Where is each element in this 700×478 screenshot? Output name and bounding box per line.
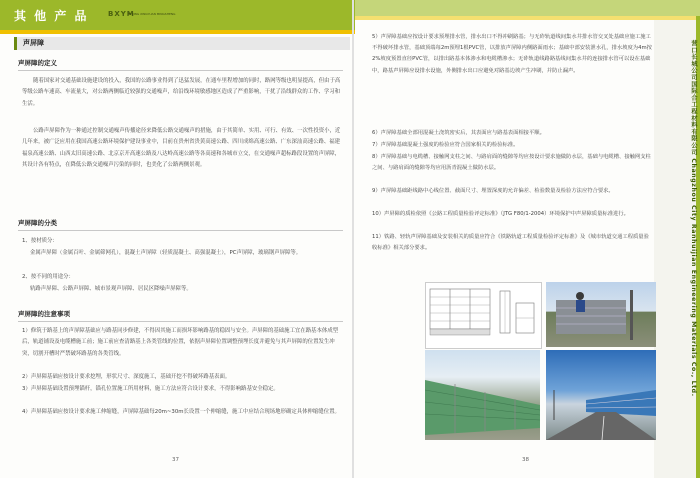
- vertical-company-name: 营口长城公司国际合工程材料有限公司 Changzhou City Ranhuijian Engineering Materials Co., Ltd.: [690, 40, 697, 397]
- barrier-drawing-icon: [426, 283, 541, 348]
- note-3: 3）声屏障基础设置预埋锚杆，锚孔位置施工所用材料，施工方法应符合设计要求，不得影响路基安全稳定。: [22, 386, 279, 392]
- classification-item-1: 1、按材质分：: [22, 238, 58, 244]
- item-6: 6）声屏障基础全部用混凝土浇筑密实后，其表面应与路基表面相接平顺。: [372, 130, 545, 136]
- barrier-install-photo-icon: [546, 282, 656, 347]
- highway-barrier-photo: [425, 350, 540, 440]
- note-1: 1）修筑于路基上的声屏障基础应与路基同步修建，不得因其施工而损坏影响路基的稳固与安全。声屏障的基础施工宜在路基本体成型后，轨道铺设及电缆槽施工前；施工前应查清路基上各类管线的位置，依据声屏障位置调整预埋长度并避免与其声屏障的位置发生冲突，切割开槽时严禁破坏路基的各类管线。: [22, 328, 339, 357]
- category-title: 其 他 产 品: [14, 9, 89, 23]
- right-header-bar: [355, 0, 700, 16]
- item-5: 5）声屏障基础应按设计要求预埋排水管，排水出口不得冲刷路基；与无砟轨道线间集水井排水管交叉处基础应施工施工不得破坏排水管，基础顶端每2m预埋1根PVC管，以排放声屏障内侧路面雨水；基础中部安装泄水孔，排水坡度为4m按2%坡度预置直径PVC管，以排出路基本体渗水和电缆槽渗水；无砟轨道线路路基线间集水井的连接排水管可以设在基础中，路基声屏障应设排水设施，外侧排水出口应避免对路基边坡产生冲刷，并防止漏声。: [372, 34, 652, 74]
- road-barrier-icon: [546, 350, 656, 440]
- definition-heading: 声屏障的定义: [18, 59, 57, 67]
- logo-subtitle: BEIJING XINGYUAN MINGSHENG: [128, 12, 176, 16]
- item-9: 9）声屏障基础距线路中心线位置、截面尺寸、埋置深度的允许偏差、检验数量及检验方法应符合要求。: [372, 188, 614, 194]
- notes-heading: 声屏障的注意事项: [18, 310, 70, 318]
- section-title: 声屏障: [23, 39, 44, 47]
- classification-item-1-detail: 金属声屏障（金属百叶、金属筛网孔），混凝土声屏障（轻质混凝土、高强混凝土），PC声屏障，玻璃钢声屏障等。: [30, 250, 302, 256]
- definition-paragraph-1: 随着国家对交通基础设施建设的投入，我国的公路事业得到了迅猛发展，在通车里程增加的同时，路网等级也明显提高，但由于高等级公路车速高、车流量大，对公路两侧临近较强的交通噪声，给沿线环境敏感地区造成了严重影响，干扰了沿线群众的工作、学习和生活。: [22, 78, 341, 107]
- right-header-accent: [355, 16, 700, 20]
- section-title-bar: [14, 37, 350, 50]
- highway-barrier-icon: [425, 350, 540, 440]
- note-2: 2）声屏障基础应按设计要求挖埋，形状尺寸、深度施工，基础开挖不得破坏路基表面。: [22, 374, 231, 380]
- definition-paragraph-2: 公路声屏障作为一种通过控制交通噪声传播途径来降低公路交通噪声的措施，由于其简单、实用、可行、有效、一次性投资小，近几年来，被广泛应用在我国高速公路环境保护建设事业中，目前在贵州省贵黄高速公路、四川成绵高速公路、广东深汕高速公路、福建福泉高速公路、山西太旧高速公路、北京京开高速公路及八达岭高速公路等各高速和各城市立交，在交通噪声超标路段设置的声屏障，其设计各有特点，在降低公路交通噪声污染的同时，也美化了公路两侧景观。: [22, 128, 341, 169]
- note-4: 4）声屏障基础应按设计要求施工伸缩缝，声屏障基础每20m~30m长设置一个伸缩缝，施工中应结合现场地形确定具体伸缩缝位置。: [22, 409, 340, 415]
- item-7: 7）声屏障基础混凝土强度的检验应符合国家相关的检验标准。: [372, 142, 519, 148]
- page-number-left: 37: [172, 457, 179, 463]
- header-bar: [0, 0, 355, 30]
- road-barrier-photo: [546, 350, 656, 440]
- classification-item-2: 2、按不同的用途分：: [22, 274, 74, 280]
- technical-drawing: [425, 282, 542, 349]
- classification-heading: 声屏障的分类: [18, 219, 57, 227]
- divider: [18, 321, 343, 322]
- classification-item-2-detail: 轨路声屏障、公路声屏障、城市景观声屏障、居民区降噪声屏障等。: [30, 286, 192, 292]
- company-logo: BXYM: [108, 10, 135, 18]
- divider: [18, 230, 343, 231]
- header-accent: [0, 30, 355, 34]
- item-11: 11）铁路、轻轨声屏障基础及安装相关的质量应符合《铁路轨道工程质量检验评定标准》及《城市轨道交通工程质量验收标准》相关部分要求。: [372, 234, 649, 252]
- item-8: 8）声屏障基础与电缆槽、接触网支柱之间、与路肩面的缝隙等均应按设计要求施做防水层，基础与电缆槽、接触网支柱之间、与路肩面的缝隙等均应用沥青混凝土做防水层。: [372, 154, 651, 172]
- installation-photo: [546, 282, 656, 347]
- page-fold: [352, 0, 354, 478]
- divider: [18, 70, 343, 71]
- item-10: 10）声屏障的质检依照《公路工程质量检验评定标准》（JTG F80/1-2004）环境保护中声屏障质量标准进行。: [372, 211, 629, 217]
- page-number-right: 38: [522, 457, 529, 463]
